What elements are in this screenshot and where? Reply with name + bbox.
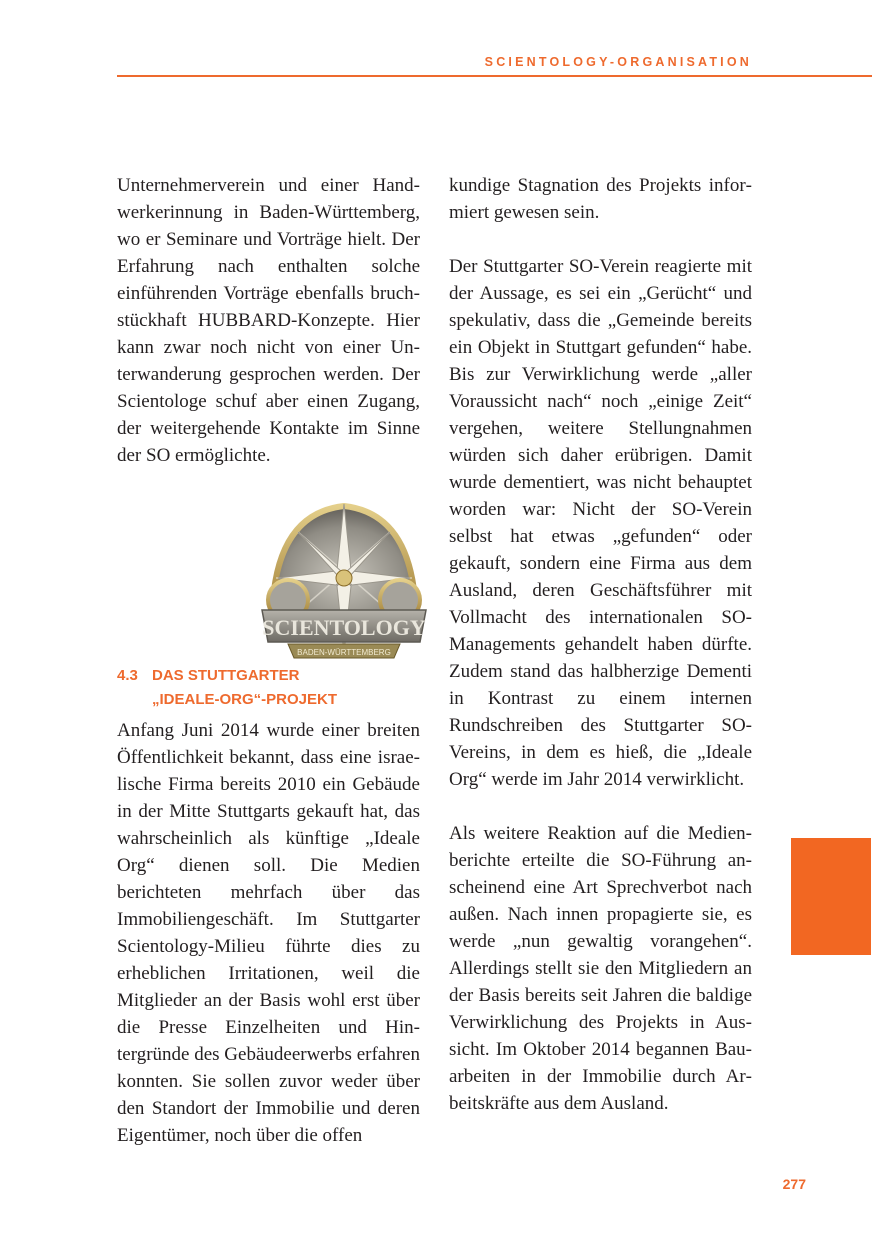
emblem-sub-text: BADEN-WÜRTTEMBERG [297,648,391,657]
section-title-line1: DAS STUTTGARTER [152,667,300,684]
section-number: 4.3 [117,667,138,684]
emblem-arc-text: SCIENTOLOGY [262,615,426,640]
right-column [449,172,752,1117]
scientology-emblem-image [258,492,430,677]
body-paragraph: Anfang Juni 2014 wurde einer breiten Öffentlichkeit bekannt, dass eine israelische Firma bereits 2010 ein Gebäude in der Mitte Stuttgarts gekauft hat, das wahrscheinlich als künftige „Ideale Org“ dienen soll. Die Medien berichteten mehrfach über das Immobiliengeschäft. Im Stuttgarter Scientology-Milieu führte dies zu erheblichen Irritationen, weil die Mitglieder an der Basis wohl erst über die Presse Einzelheiten und Hintergründe des Gebäudeerwerbs erfahren konnten. Sie sollen zuvor weder über den Standort der Immobilie und deren Eigentümer, noch über die offen [117,720,420,1146]
body-paragraph: Der Stuttgarter SO-Verein reagierte mit der Aussage, es sei ein „Gerücht“ und spekulativ, dass die „Gemeinde bereits ein Objekt in Stuttgart gefunden“ habe. Bis zur Verwirklichung werde „aller Voraussicht nach“ noch „einige Zeit“ vergehen, weitere Stellungnahmen würden sich daher erübrigen. Damit wurde dementiert, was nicht behauptet worden war: Nicht der SO-Verein selbst hat etwas „gefunden“ oder gekauft, sondern eine Firma aus dem Ausland, deren Geschäftsführer mit Vollmacht des internationalen SO-Managements gehandelt haben dürfte. Zudem stand das halbherzige Dementi in Kontrast zu einem internen Rundschreiben des Stuttgarter SO-Vereins, in dem es hieß, die „Ideale Org“ werde im Jahr 2014 verwirklicht. [449,256,752,790]
body-paragraph: kundige Stagnation des Projekts informiert gewesen sein. [449,175,752,223]
running-head-title: SCIENTOLOGY-ORGANISATION [484,55,752,69]
left-column-bottom [117,717,420,1149]
body-paragraph: Unternehmerverein und einer Handwerkerinnung in Baden-Württemberg, wo er Seminare und Vorträge hielt. Der Erfahrung nach enthalten solche einführenden Vorträge ebenfalls bruchstückhaft HUBBARD-Konzepte. Hier kann zwar noch nicht von einer Unterwanderung gesprochen werden. Der Scientologe schuf aber einen Zugang, der weitergehende Kontakte im Sinne der SO ermöglichte. [117,175,420,466]
section-title-line2: „IDEALE-ORG“-PROJEKT [152,691,338,708]
header-rule [117,75,872,77]
section-heading [117,664,337,712]
page-number: 277 [782,1176,806,1192]
left-column-top [117,172,420,469]
chapter-side-tab [791,838,871,955]
body-paragraph: Als weitere Reaktion auf die Medienberichte erteilte die SO-Führung anscheinend eine Art Sprechverbot nach außen. Nach innen propagierte sie, es werde „nun gewaltig vorangehen“. Allerdings stellt sie den Mitgliedern an der Basis bereits seit Jahren die baldige Verwirklichung des Projekts in Aussicht. Im Oktober 2014 begannen Bauarbeiten in der Immobilie durch Arbeitskräfte aus dem Ausland. [449,823,752,1114]
